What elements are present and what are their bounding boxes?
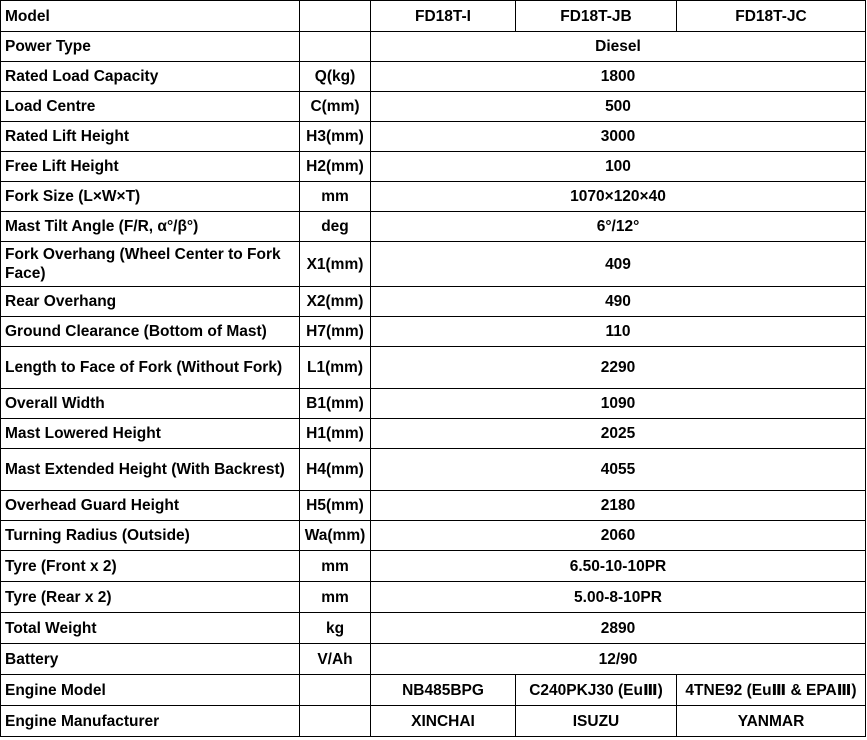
spec-unit: C(mm) (300, 92, 371, 122)
engine-model-fd18t-i: NB485BPG (371, 675, 516, 706)
spec-label: Ground Clearance (Bottom of Mast) (1, 317, 300, 347)
spec-unit: mm (300, 182, 371, 212)
spec-label: Rated Lift Height (1, 122, 300, 152)
spec-row-power-type (1, 32, 866, 62)
spec-unit: mm (300, 582, 371, 613)
spec-label: Load Centre (1, 92, 300, 122)
spec-label: Battery (1, 644, 300, 675)
spec-unit (300, 675, 371, 706)
spec-unit: H2(mm) (300, 152, 371, 182)
spec-row-tyre-rear (1, 582, 866, 613)
spec-value: 2890 (371, 613, 866, 644)
spec-value: 1800 (371, 62, 866, 92)
spec-row-tyre-front (1, 551, 866, 582)
header-label: Model (1, 1, 300, 32)
spec-unit (300, 706, 371, 737)
spec-label: Overhead Guard Height (1, 491, 300, 521)
engine-manufacturer-fd18t-jc: YANMAR (677, 706, 866, 737)
spec-label: Turning Radius (Outside) (1, 521, 300, 551)
spec-value: 6.50-10-10PR (371, 551, 866, 582)
spec-value: 2060 (371, 521, 866, 551)
spec-label: Length to Face of Fork (Without Fork) (1, 347, 300, 389)
spec-label: Engine Manufacturer (1, 706, 300, 737)
spec-label: Overall Width (1, 389, 300, 419)
spec-row-rear-overhang (1, 287, 866, 317)
spec-value: Diesel (371, 32, 866, 62)
spec-row-ground-clearance (1, 317, 866, 347)
spec-label: Free Lift Height (1, 152, 300, 182)
spec-unit (300, 32, 371, 62)
spec-row-rated-load-capacity (1, 62, 866, 92)
spec-unit: L1(mm) (300, 347, 371, 389)
spec-value: 6°/12° (371, 212, 866, 242)
engine-model-fd18t-jb: C240PKJ30 (EuⅢ) (516, 675, 677, 706)
spec-value: 2290 (371, 347, 866, 389)
spec-value: 5.00-8-10PR (371, 582, 866, 613)
spec-label: Rated Load Capacity (1, 62, 300, 92)
spec-value: 490 (371, 287, 866, 317)
spec-label: Fork Size (L×W×T) (1, 182, 300, 212)
spec-row-overall-width (1, 389, 866, 419)
spec-row-length-to-face-of-fork (1, 347, 866, 389)
spec-value: 110 (371, 317, 866, 347)
header-row (1, 1, 866, 32)
spec-label: Fork Overhang (Wheel Center to Fork Face) (1, 242, 300, 287)
spec-label: Tyre (Front x 2) (1, 551, 300, 582)
spec-unit: H7(mm) (300, 317, 371, 347)
spec-label: Tyre (Rear x 2) (1, 582, 300, 613)
spec-label: Mast Tilt Angle (F/R, α°/β°) (1, 212, 300, 242)
spec-row-rated-lift-height (1, 122, 866, 152)
spec-row-fork-size (1, 182, 866, 212)
spec-row-mast-tilt-angle (1, 212, 866, 242)
spec-row-overhead-guard-height (1, 491, 866, 521)
spec-row-turning-radius (1, 521, 866, 551)
spec-value: 409 (371, 242, 866, 287)
engine-manufacturer-fd18t-jb: ISUZU (516, 706, 677, 737)
spec-value: 2025 (371, 419, 866, 449)
spec-unit: H4(mm) (300, 449, 371, 491)
spec-value: 500 (371, 92, 866, 122)
spec-label: Rear Overhang (1, 287, 300, 317)
spec-unit: Wa(mm) (300, 521, 371, 551)
model-fd18t-jb: FD18T-JB (516, 1, 677, 32)
spec-unit: V/Ah (300, 644, 371, 675)
spec-unit: H3(mm) (300, 122, 371, 152)
spec-row-free-lift-height (1, 152, 866, 182)
spec-value: 1070×120×40 (371, 182, 866, 212)
spec-value: 1090 (371, 389, 866, 419)
spec-value: 3000 (371, 122, 866, 152)
spec-value: 12/90 (371, 644, 866, 675)
spec-unit: kg (300, 613, 371, 644)
engine-manufacturer-fd18t-i: XINCHAI (371, 706, 516, 737)
engine-model-fd18t-jc: 4TNE92 (EuⅢ & EPAⅢ) (677, 675, 866, 706)
spec-label: Mast Extended Height (With Backrest) (1, 449, 300, 491)
spec-unit: B1(mm) (300, 389, 371, 419)
spec-row-total-weight (1, 613, 866, 644)
spec-unit: X1(mm) (300, 242, 371, 287)
spec-unit: Q(kg) (300, 62, 371, 92)
spec-unit: mm (300, 551, 371, 582)
spec-unit: H1(mm) (300, 419, 371, 449)
spec-label: Power Type (1, 32, 300, 62)
spec-label: Total Weight (1, 613, 300, 644)
spec-row-battery (1, 644, 866, 675)
model-fd18t-jc: FD18T-JC (677, 1, 866, 32)
spec-value: 2180 (371, 491, 866, 521)
spec-unit: deg (300, 212, 371, 242)
spec-unit: X2(mm) (300, 287, 371, 317)
spec-value: 4055 (371, 449, 866, 491)
spec-label: Mast Lowered Height (1, 419, 300, 449)
spec-row-engine-model (1, 675, 866, 706)
model-fd18t-i: FD18T-I (371, 1, 516, 32)
spec-label: Engine Model (1, 675, 300, 706)
spec-row-mast-extended-height (1, 449, 866, 491)
spec-row-fork-overhang (1, 242, 866, 287)
spec-row-load-centre (1, 92, 866, 122)
spec-unit: H5(mm) (300, 491, 371, 521)
spec-row-mast-lowered-height (1, 419, 866, 449)
header-unit-cell (300, 1, 371, 32)
spec-value: 100 (371, 152, 866, 182)
spec-row-engine-manufacturer (1, 706, 866, 737)
